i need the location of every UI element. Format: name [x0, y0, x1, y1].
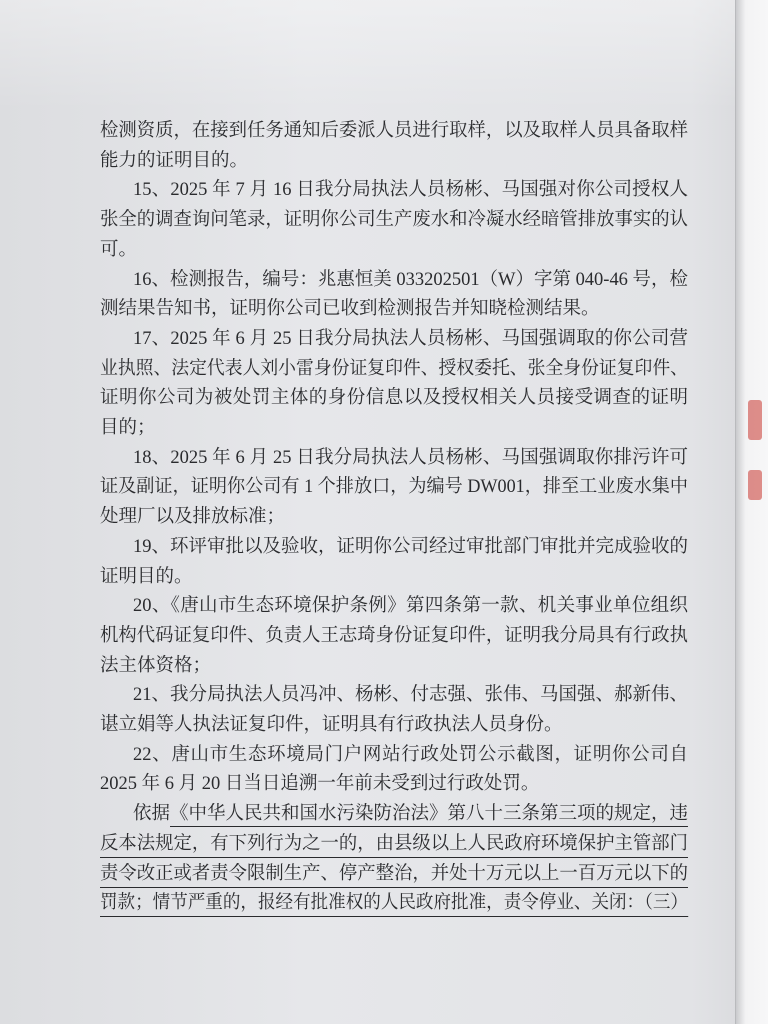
text-line: 22、唐山市生态环境局门户网站行政处罚公示截图，证明你公司自	[133, 744, 688, 765]
legal-basis-first-line	[133, 801, 688, 827]
legal-basis-line: 反本法规定，有下列行为之一的，由县级以上人民政府环境保护主管部门	[100, 831, 688, 858]
text-line: 业执照、法定代表人刘小雷身份证复印件、授权委托、张全身份证复印件、	[100, 358, 688, 379]
text-line: 证及副证，证明你公司有 1 个排放口，为编号 DW001，排至工业废水集中	[100, 477, 688, 498]
text-line: 证明目的。	[100, 566, 193, 587]
text-line: 能力的证明目的。	[100, 150, 249, 171]
text-line: 处理厂以及排放标准；	[100, 507, 286, 528]
text-line: 测结果告知书，证明你公司已收到检测报告并知晓检测结果。	[100, 299, 600, 320]
text-line: 16、检测报告，编号：兆惠恒美 033202501（W）字第 040-46 号，检	[133, 269, 688, 290]
text-line: 张全的调查询问笔录，证明你公司生产废水和冷凝水经暗管排放事实的认	[100, 210, 688, 231]
text-line: 机构代码证复印件、负责人王志琦身份证复印件，证明我分局具有行政执	[100, 625, 688, 646]
text-line: 21、我分局执法人员冯冲、杨彬、付志强、张伟、马国强、郝新伟、	[133, 685, 688, 706]
text-line: 19、环评审批以及验收，证明你公司经过审批部门审批并完成验收的	[133, 536, 688, 557]
text-line: 证明你公司为被处罚主体的身份信息以及授权相关人员接受调查的证明	[100, 388, 688, 409]
next-page-edge	[735, 0, 768, 1024]
legal-basis-lead: 依据	[133, 804, 171, 825]
legal-basis-citation: 《中华人民共和国水污染防治法》第八十三条第三项的规定，违	[170, 801, 688, 827]
text-line: 2025 年 6 月 20 日当日追溯一年前未受到过行政处罚。	[100, 774, 540, 795]
legal-basis-line: 罚款；情节严重的，报经有批准权的人民政府批准，责令停业、关闭：（三）	[100, 890, 688, 917]
paper-highlight	[0, 0, 740, 110]
legal-basis-line: 责令改正或者责令限制生产、停产整治，并处十万元以上一百万元以下的	[100, 861, 688, 888]
text-line: 可。	[100, 239, 138, 260]
text-line: 检测资质，在接到任务通知后委派人员进行取样，以及取样人员具备取样	[100, 121, 688, 141]
red-stamp-fragment	[748, 400, 762, 440]
text-line: 15、2025 年 7 月 16 日我分局执法人员杨彬、马国强对你公司授权人	[133, 180, 688, 201]
text-line: 20、《唐山市生态环境保护条例》第四条第一款、机关事业单位组织	[133, 596, 688, 617]
text-line: 17、2025 年 6 月 25 日我分局执法人员杨彬、马国强调取的你公司营	[133, 328, 688, 349]
text-line: 18、2025 年 6 月 25 日我分局执法人员杨彬、马国强调取你排污许可	[133, 447, 688, 468]
text-line: 谌立娟等人执法证复印件，证明具有行政执法人员身份。	[100, 715, 563, 735]
red-stamp-fragment	[748, 470, 762, 500]
text-line: 目的；	[100, 418, 156, 438]
text-line: 法主体资格；	[100, 655, 212, 676]
